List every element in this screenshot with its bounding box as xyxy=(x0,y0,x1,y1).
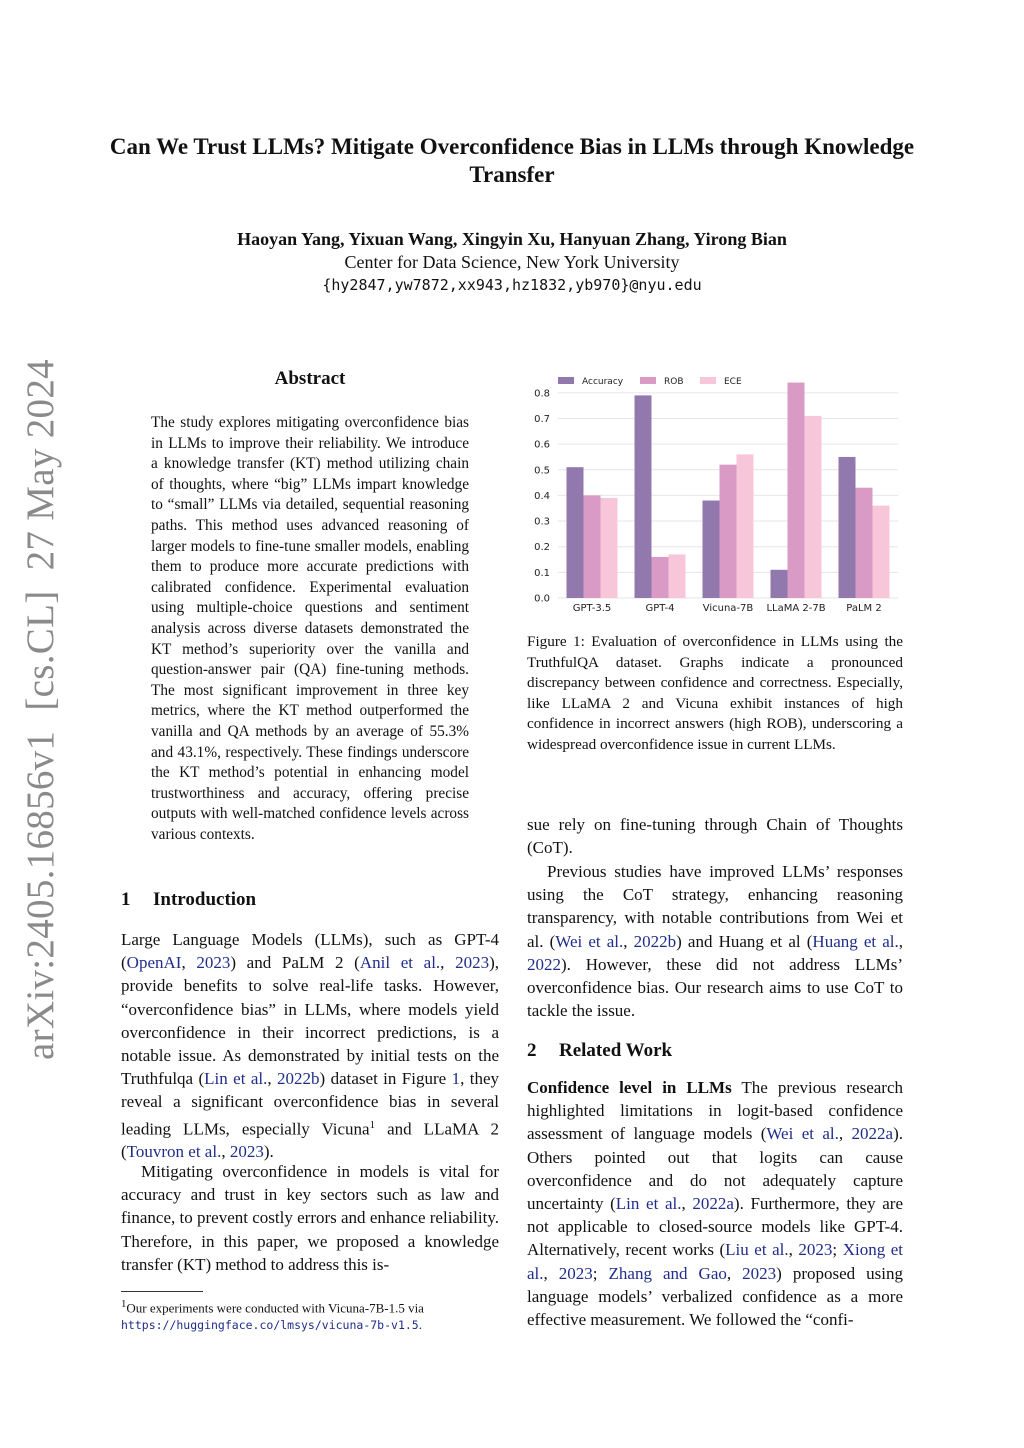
x-tick-label: LLaMA 2-7B xyxy=(766,603,826,614)
intro-paragraph-2 xyxy=(121,1160,499,1276)
arxiv-stamp: arXiv:2405.16856v1 [cs.CL] 27 May 2024 xyxy=(19,359,62,1060)
text-run: The previous research highlighted limitations in logit-based confidence assessment of language models ( xyxy=(527,1078,903,1144)
legend-label: ROB xyxy=(664,377,684,387)
text-run: ) proposed using language models’ verbalized confidence as a more effective measurement. We followed the “confi- xyxy=(527,1263,903,1330)
citation-link[interactable]: 2022a xyxy=(851,1124,894,1144)
citation-link[interactable]: OpenAI xyxy=(126,953,182,973)
section-heading-related-work xyxy=(527,1040,672,1062)
section-heading-introduction xyxy=(121,889,256,911)
text-run: , they reveal a significant overconfidence bias in several leading LLMs, especially Vicuna xyxy=(121,1069,500,1139)
y-tick-label: 0.8 xyxy=(534,388,550,400)
citation-link[interactable]: Lin et al. xyxy=(615,1194,682,1214)
citation-link[interactable]: Zhang and Gao xyxy=(608,1263,727,1283)
text-run: Previous studies have improved LLMs’ responses using the CoT strategy, enhancing reasoning transparency, with notable contributions from Wei et al. ( xyxy=(527,862,903,951)
citation-link[interactable]: Anil et al. xyxy=(359,953,441,973)
citation-link[interactable]: 2023 xyxy=(798,1240,833,1260)
text-run: , xyxy=(898,931,904,951)
text-run: ) dataset in Figure xyxy=(319,1069,452,1089)
legend-label: ECE xyxy=(724,377,742,387)
x-tick-label: GPT-4 xyxy=(645,603,675,614)
y-tick-label: 0.2 xyxy=(534,542,550,554)
y-tick-label: 0.3 xyxy=(534,516,550,528)
citation-link[interactable]: 2023 xyxy=(742,1263,777,1283)
figure-1-caption: Figure 1: Evaluation of overconfidence in LLMs using the TruthfulQA dataset. Graphs indicate a pronounced discrepancy between confidence and correctness. Especially, like LLaMA 2 and Vicuna exhibit instances of high confidence in incorrect answers (high ROB), underscoring a widespread overconfidence issue in current LLMs. xyxy=(527,633,903,753)
footnote-mark[interactable]: 1 xyxy=(369,1118,376,1131)
chart-legend xyxy=(558,377,742,387)
bar-rob-gpt-4 xyxy=(652,557,669,598)
y-tick-label: 0.6 xyxy=(534,439,550,451)
continued-paragraph: sue rely on fine-tuning through Chain of Thoughts (CoT). xyxy=(527,815,903,858)
chart-y-ticks xyxy=(534,388,550,604)
abstract-text: The study explores mitigating overconfidence bias in LLMs to improve their reliability. We introduce a knowledge transfer (KT) method utilizing chain of thoughts, where “big” LLMs impart knowledge to “small” LLMs via detailed, sequential reasoning paths. This method uses advanced reasoning of larger models to fine-tune smaller models, enabling them to produce more accurate predictions with calibrated confidence. Experimental evaluation using multiple-choice questions and sentiment analysis across diverse datasets demonstrated the KT method’s superiority over the vanilla and question-answer pair (QA) fine-tuning methods. The most significant improvement in three key metrics, where the KT method outperformed the vanilla and QA methods by an average of 55.3% and 43.1%, respectively. These findings underscore the KT method’s potential in enhancing model trustworthiness and accuracy, offering precise outputs with well-matched confidence levels across various contexts. xyxy=(151,414,469,843)
footnote-number: 1 xyxy=(121,1298,127,1310)
figure-ref-link[interactable]: 1 xyxy=(451,1069,461,1089)
section-number: 1 xyxy=(121,889,131,910)
citation-link[interactable]: Xiong et al. xyxy=(527,1240,903,1283)
citation-link[interactable]: Huang et al. xyxy=(812,931,899,951)
citation-link[interactable]: Lin et al. xyxy=(204,1069,268,1089)
x-tick-label: Vicuna-7B xyxy=(702,603,754,614)
citation-link[interactable]: Wei et al. xyxy=(766,1124,839,1144)
footnote xyxy=(121,1296,501,1334)
text-run: ; xyxy=(832,1240,843,1260)
text-run: ; xyxy=(592,1263,609,1283)
text-run: . xyxy=(418,1317,422,1333)
section-title: Introduction xyxy=(153,889,257,910)
citation-link[interactable]: 2023 xyxy=(455,953,490,973)
legend-swatch xyxy=(640,377,656,384)
x-tick-label: GPT-3.5 xyxy=(572,603,612,614)
text-run: Mitigating overconfidence in models is vital for accuracy and trust in key sectors such as law and finance, to prevent costly errors and enhance reliability. Therefore, in this paper, we proposed a knowledge transfer (KT) method to address this is- xyxy=(121,1162,499,1274)
bar-rob-palm-2 xyxy=(856,488,873,598)
legend-swatch xyxy=(700,377,716,384)
legend-swatch xyxy=(558,377,574,384)
text-run: ) and Huang et al ( xyxy=(676,931,813,951)
footnote-url-link[interactable]: https://huggingface.co/lmsys/vicuna-7b-v1.5 xyxy=(121,1318,419,1333)
text-run: , xyxy=(181,953,197,973)
prior-work-paragraph xyxy=(527,860,903,1022)
text-run: ). Others pointed out that logits can cause overconfidence and do not adequately capture uncertainty ( xyxy=(527,1124,903,1214)
footnote-divider xyxy=(121,1291,203,1292)
text-run: , xyxy=(726,1263,743,1283)
bar-accuracy-llama-2-7b xyxy=(771,570,788,598)
section-title: Related Work xyxy=(559,1040,673,1061)
y-tick-label: 0.5 xyxy=(534,465,550,477)
citation-link[interactable]: 2023 xyxy=(558,1263,593,1283)
citation-link[interactable]: 2023 xyxy=(196,953,231,973)
x-tick-label: PaLM 2 xyxy=(846,603,882,614)
paper-title: Can We Trust LLMs? Mitigate Overconfidence Bias in LLMs through Knowledge Transfer xyxy=(109,134,915,187)
bar-ece-llama-2-7b xyxy=(805,416,822,598)
affiliation: Center for Data Science, New York University xyxy=(344,252,680,272)
citation-link[interactable]: 2022a xyxy=(692,1194,734,1214)
chart-bars xyxy=(567,383,890,598)
bar-ece-gpt-4 xyxy=(669,554,686,598)
text-run: ). However, these did not address LLMs’ overconfidence bias. Our research aims to use CoT to tackle the issue. xyxy=(527,954,903,1021)
citation-link[interactable]: 2022 xyxy=(527,954,561,974)
bar-accuracy-vicuna-7b xyxy=(703,501,720,598)
footnote-text: Our experiments were conducted with Vicuna-7B-1.5 via xyxy=(126,1300,424,1316)
text-run: ). Furthermore, they are not applicable to closed-source models like GPT-4. Alternatively, recent works ( xyxy=(527,1194,903,1260)
text-run: , xyxy=(838,1124,852,1144)
text-run: , xyxy=(440,953,456,973)
legend-label: Accuracy xyxy=(582,377,624,387)
bar-accuracy-palm-2 xyxy=(839,457,856,598)
intro-paragraph-1 xyxy=(121,928,499,1164)
bar-ece-palm-2 xyxy=(873,506,890,598)
text-run: , xyxy=(221,1142,230,1162)
bar-rob-vicuna-7b xyxy=(720,465,737,598)
text-run: ). xyxy=(263,1142,274,1162)
y-tick-label: 0.0 xyxy=(534,593,550,605)
text-run: and LLaMA 2 ( xyxy=(121,1119,499,1162)
text-run: , xyxy=(267,1069,278,1089)
bar-chart-figure-1 xyxy=(520,368,910,616)
text-run: Large Language Models (LLMs), such as GPT-4 ( xyxy=(121,930,499,973)
y-tick-label: 0.4 xyxy=(534,490,550,502)
abstract-heading: Abstract xyxy=(274,368,346,389)
bar-accuracy-gpt-4 xyxy=(635,395,652,598)
text-run: , xyxy=(681,1194,693,1214)
text-run: ), provide benefits to solve real-life tasks. However, “overconfidence bias” in LLMs, where models yield overconfidence in their incorrect predictions, is a notable issue. As demonstrated by initial tests on the Truthfulqa ( xyxy=(121,953,499,1089)
citation-link[interactable]: Wei et al. xyxy=(555,931,624,951)
text-run: , xyxy=(623,931,634,951)
bar-accuracy-gpt-3-5 xyxy=(567,467,584,598)
related-work-paragraph xyxy=(527,1076,903,1331)
bar-ece-vicuna-7b xyxy=(737,454,754,598)
citation-link[interactable]: Liu et al. xyxy=(725,1240,789,1260)
y-tick-label: 0.7 xyxy=(534,413,550,425)
section-number: 2 xyxy=(527,1040,537,1061)
citation-link[interactable]: 2023 xyxy=(229,1142,264,1162)
bar-rob-gpt-3-5 xyxy=(584,495,601,598)
citation-link[interactable]: 2022b xyxy=(633,931,677,951)
citation-link[interactable]: 2022b xyxy=(277,1069,320,1089)
run-in-heading: Confidence level in LLMs xyxy=(527,1078,732,1097)
bar-rob-llama-2-7b xyxy=(788,383,805,598)
author-list: Haoyan Yang, Yixuan Wang, Xingyin Xu, Hanyuan Zhang, Yirong Bian xyxy=(237,229,787,249)
y-tick-label: 0.1 xyxy=(534,567,550,579)
author-emails: {hy2847,yw7872,xx943,hz1832,yb970}@nyu.edu xyxy=(322,276,702,294)
text-run: ) and PaLM 2 ( xyxy=(230,953,360,973)
text-run: , xyxy=(543,1263,559,1283)
citation-link[interactable]: Touvron et al. xyxy=(126,1142,222,1162)
chart-x-ticks xyxy=(573,603,882,614)
bar-ece-gpt-3-5 xyxy=(601,498,618,598)
text-run: , xyxy=(788,1240,799,1260)
